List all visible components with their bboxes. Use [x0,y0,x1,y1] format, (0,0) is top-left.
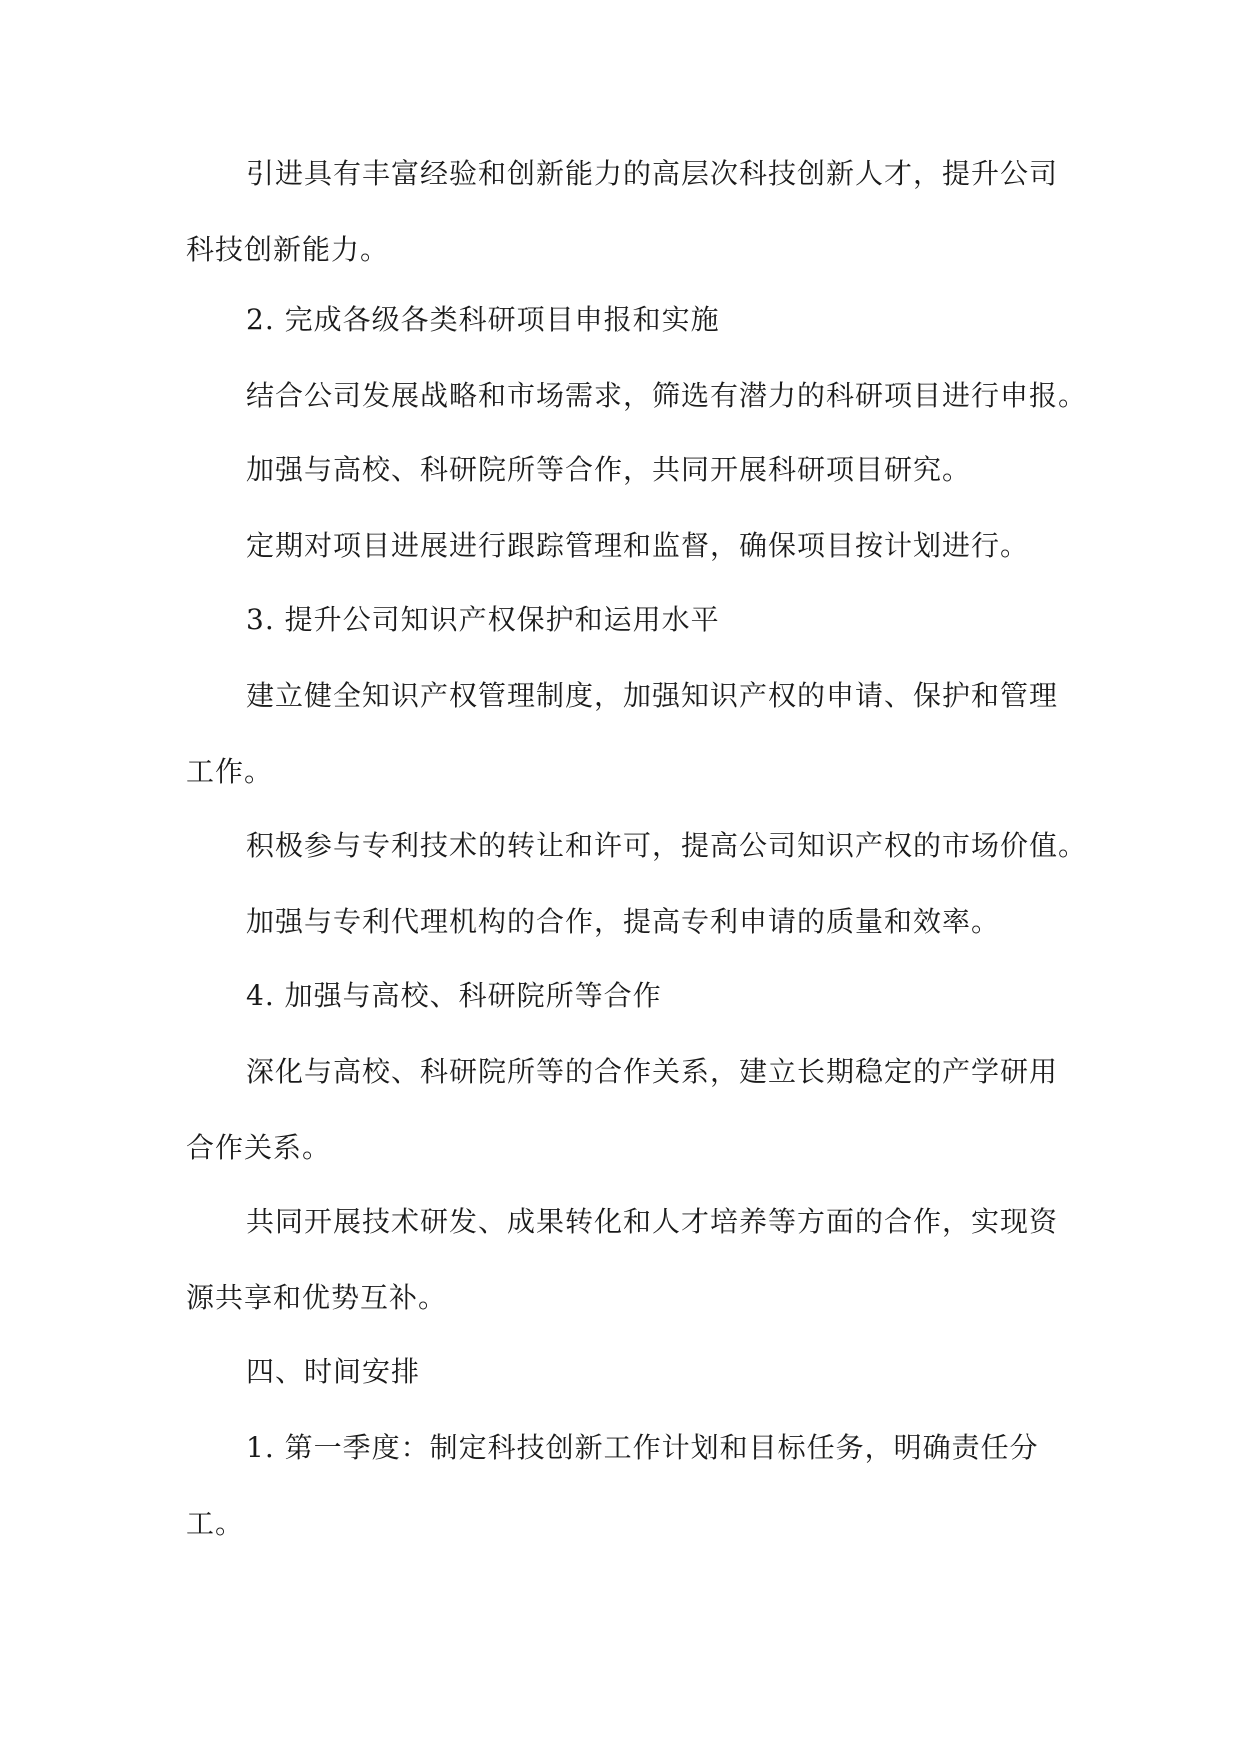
list-item: 1. 第一季度：制定科技创新工作计划和目标任务，明确责任分 [246,1431,1039,1464]
section-heading: 四、时间安排 [246,1355,421,1388]
paragraph-line: 科技创新能力。 [186,233,390,266]
paragraph-line: 共同开展技术研发、成果转化和人才培养等方面的合作，实现资 [246,1205,1059,1238]
section-heading: 4. 加强与高校、科研院所等合作 [246,979,662,1012]
paragraph-line: 建立健全知识产权管理制度，加强知识产权的申请、保护和管理 [246,679,1059,712]
paragraph-line: 定期对项目进展进行跟踪管理和监督，确保项目按计划进行。 [246,529,1030,562]
section-heading: 3. 提升公司知识产权保护和运用水平 [246,603,720,636]
paragraph-line: 加强与专利代理机构的合作，提高专利申请的质量和效率。 [246,905,1001,938]
paragraph-line: 积极参与专利技术的转让和许可，提高公司知识产权的市场价值。 [246,829,1088,862]
paragraph-line: 合作关系。 [186,1131,332,1164]
paragraph-line: 工。 [186,1507,245,1540]
paragraph-line: 源共享和优势互补。 [186,1281,448,1314]
paragraph-line: 结合公司发展战略和市场需求，筛选有潜力的科研项目进行申报。 [246,379,1088,412]
paragraph-line: 工作。 [186,755,274,788]
paragraph-line: 深化与高校、科研院所等的合作关系，建立长期稳定的产学研用 [246,1055,1059,1088]
section-heading: 2. 完成各级各类科研项目申报和实施 [246,303,720,336]
paragraph-line: 加强与高校、科研院所等合作，共同开展科研项目研究。 [246,453,972,486]
paragraph-line: 引进具有丰富经验和创新能力的高层次科技创新人才，提升公司 [246,157,1059,190]
